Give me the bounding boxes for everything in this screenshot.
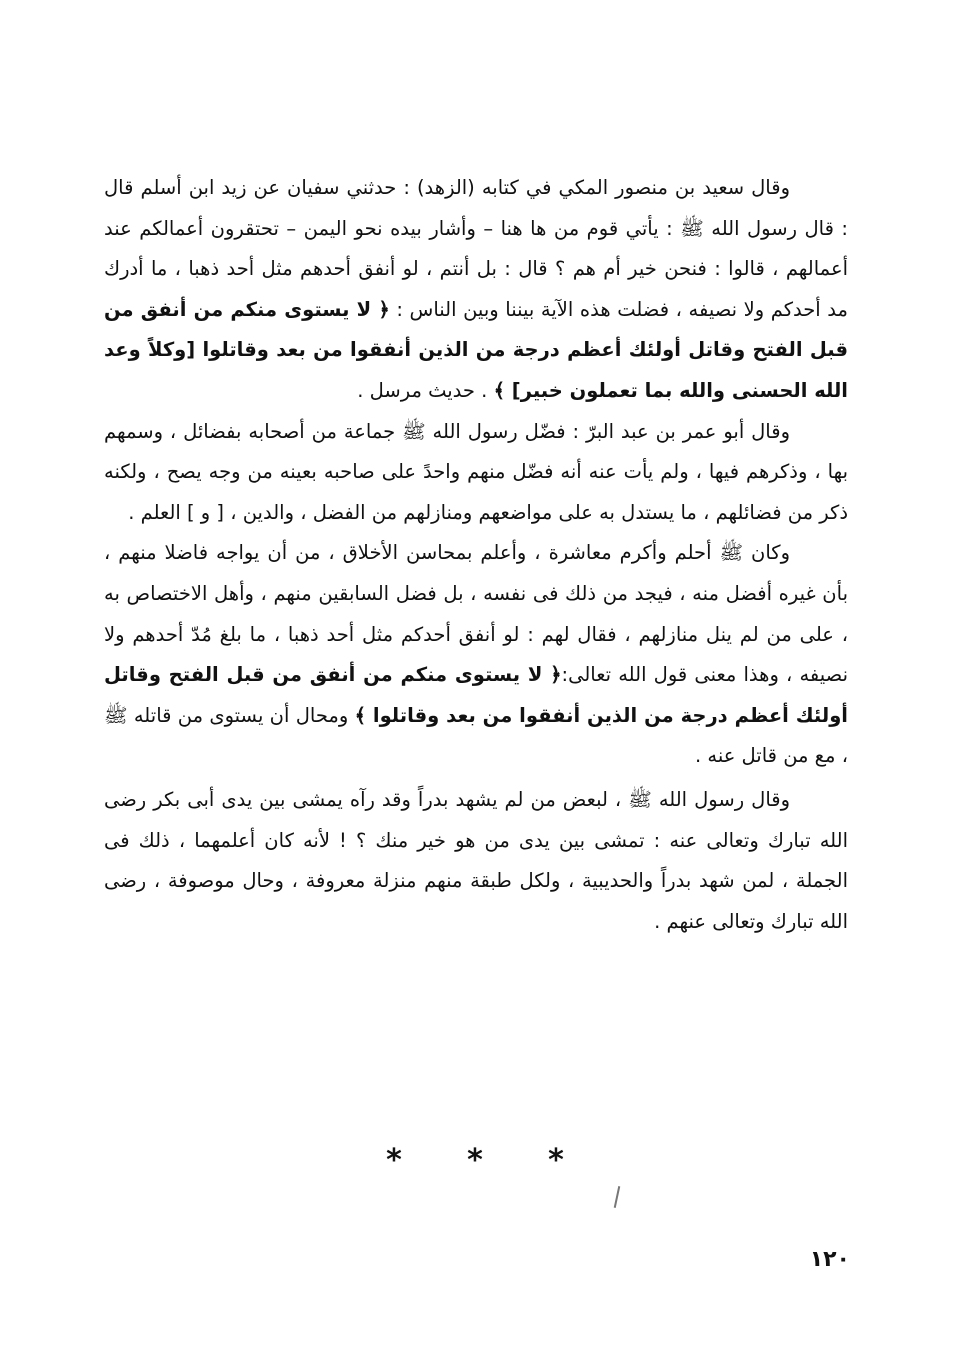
quran-verse-1: ﴿ لا يستوى منكم من أنفق من قبل الفتح وقاتل أولئك أعظم درجة من الذين أنفقوا من بعد وقاتلوا [وكلاً وعد الله الحسنى والله بما تعملون خبير] ﴾ xyxy=(104,297,848,402)
stray-pen-mark xyxy=(614,1186,621,1208)
page-number: ١٢٠ xyxy=(809,1247,850,1272)
separator-star-2: * xyxy=(467,1143,483,1178)
paragraph-2-run-1: وقال أبو عمر بن عبد البرّ : فضّل رسول الله ﷺ جماعة من أصحابه بفضائل ، وسمهم بها ، وذكرهم فيها ، ولم يأت عنه أنه فضّل منهم واحدً على صاحبه بعينه من وجه يصح ، ولكنه ذكر من فضائلهم ، ما يستدل به على مواضعهم ومنازلهم من الفضل ، والدين ، [ و ] العلم . xyxy=(104,419,848,524)
quran-verse-2: ﴿ لا يستوى منكم من أنفق من قبل الفتح وقاتل أولئك أعظم درجة من الذين أنفقوا من بعد وقاتلوا ﴾ xyxy=(104,663,848,727)
section-separator xyxy=(380,1143,570,1178)
paragraph-4 xyxy=(104,780,848,942)
paragraph-1-run-1: وقال سعيد بن منصور المكي في كتابه (الزهد) : حدثني سفيان عن زيد ابن أسلم قال : قال رسول الله ﷺ : يأتي قوم من ها هنا – وأشار بيده نحو اليمن – تحتقرون أعمالكم عند أعمالهم ، قالوا : فنحن خير أم هم ؟ قال : بل أنتم ، لو أنفق أحدهم مثل أحد ذهبا ، ما أدرك مد أحدكم ولا نصيفه ، فضلت هذه الآية بيننا وبين الناس : xyxy=(104,176,848,321)
paragraph-3-run-1: وكان ﷺ أحلم وأكرم معاشرة ، وأعلم بمحاسن الأخلاق ، من أن يواجه فاضلا منهم ، بأن غيره أفضل منه ، فيجد من ذلك فى نفسه ، بل فضل السابقين منهم ، وأهل الاختصاص به ، على من لم ينل منازلهم ، فقال لهم : لو أنفق أحدكم مثل أحد ذهبا ، ما بلغ مُدّ أحدهم ولا نصيفه ، وهذا معنى قول الله تعالى: xyxy=(104,541,849,687)
separator-star-1: * xyxy=(386,1143,402,1178)
paragraph-3-run-3: ومحال أن يستوى من قاتله ﷺ ، مع من قاتل عنه . xyxy=(104,703,848,768)
body-text xyxy=(104,168,848,942)
paragraph-1 xyxy=(104,168,848,412)
separator-star-3: * xyxy=(548,1143,564,1178)
paragraph-3 xyxy=(104,533,848,777)
paragraph-2 xyxy=(104,412,848,534)
paragraph-1-run-3: . حديث مرسل . xyxy=(357,378,494,402)
paragraph-4-run-1: وقال رسول الله ﷺ ، لبعض من لم يشهد بدراً وقد رآه يمشى بين يدى أبى بكر رضى الله تبارك وتعالى عنه : تمشى بين يدى من هو خير منك ؟ ! لأنه كان أعلمهما ، ذلك فى الجملة ، لمن شهد بدراً والحديبية ، ولكل طبقة منهم منزلة معروفة ، وحال موصوفة ، رضى الله تبارك وتعالى عنهم . xyxy=(104,787,848,933)
